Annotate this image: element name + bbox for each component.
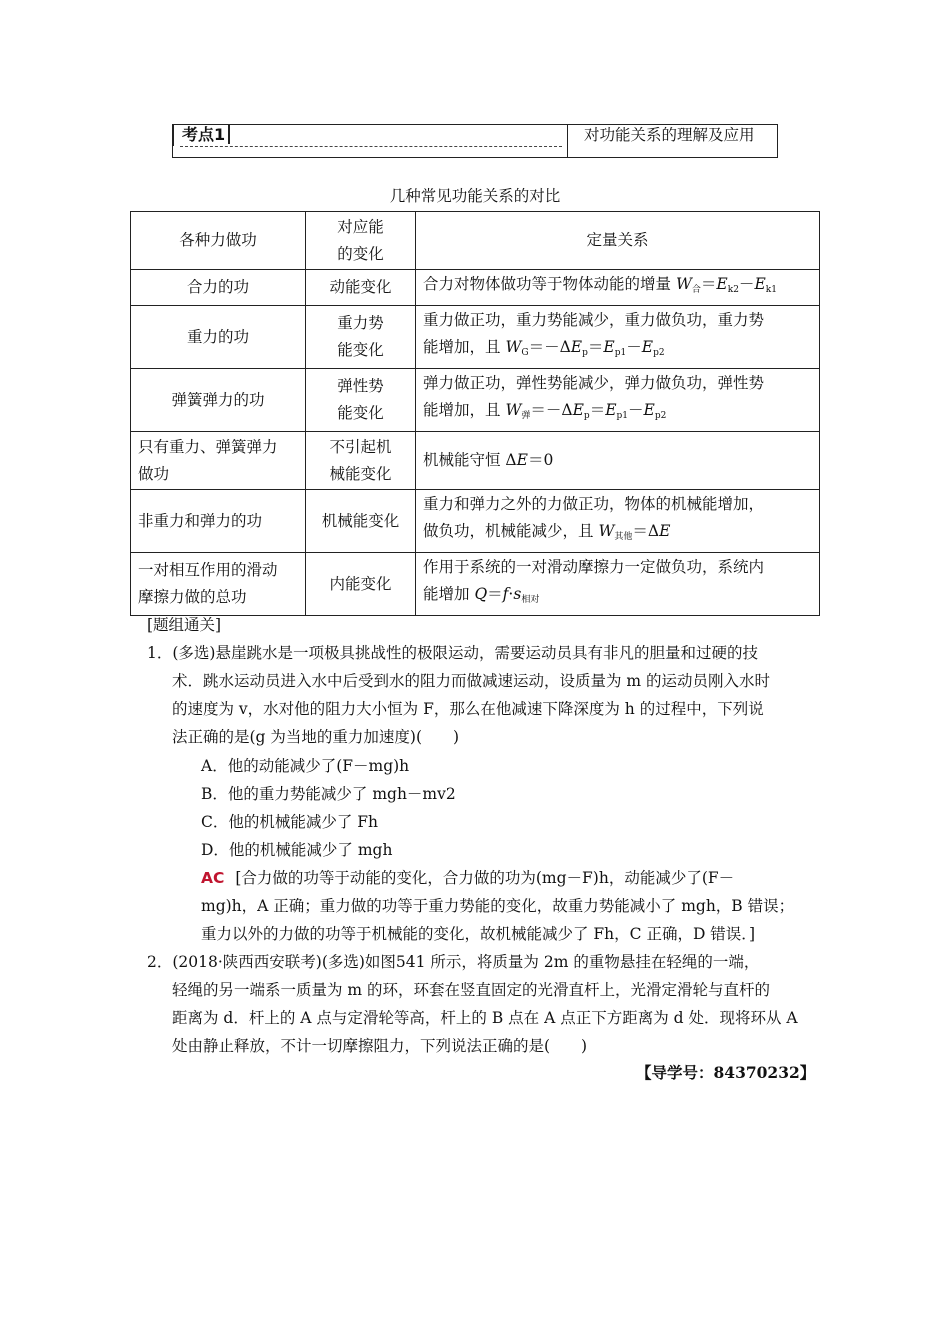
explanation-line: mg)h，A 正确；重力做的功等于重力势能的变化，故重力势能减小了 mgh，B 错误；: [201, 897, 795, 915]
table-row: [131, 369, 820, 432]
row-relation-line: 重力和弹力之外的力做正功，物体的机械能增加，: [423, 495, 765, 513]
option-a: A．他的动能减少了(F－mg)h: [201, 757, 410, 775]
question-line: 2．(2018·陕西西安联考)(多选)如图541 所示，将质量为 2m 的重物悬挂在轻绳的一端，: [147, 953, 760, 971]
row-relation: [416, 553, 820, 616]
table-row: [131, 553, 820, 616]
row-energy: [306, 432, 416, 490]
kaodian-label: 考点1: [172, 124, 230, 146]
table-row: [131, 490, 820, 553]
row-force: 合力的功: [131, 270, 306, 306]
row-energy-line: 能变化: [337, 341, 384, 359]
row-force-line: 一对相互作用的滑动: [138, 561, 278, 579]
row-relation-line: 重力做正功，重力势能减少，重力做负功，重力势: [423, 311, 765, 329]
row-relation: [416, 490, 820, 553]
question-line: 轻绳的另一端系一质量为 m 的环，环套在竖直固定的光滑直杆上，光滑定滑轮与直杆的: [172, 981, 771, 999]
explanation-line: [合力做的功等于动能的变化，合力做的功为(mg－F)h，动能减少了(F－: [235, 869, 735, 887]
row-force: [131, 553, 306, 616]
question-line: 法正确的是(g 为当地的重力加速度)( ): [172, 728, 460, 746]
row-relation: [416, 369, 820, 432]
row-energy: 动能变化: [306, 270, 416, 306]
row-force: 非重力和弹力的功: [131, 490, 306, 553]
table-header-row: [131, 212, 820, 270]
header-energy-line2: 的变化: [337, 244, 384, 263]
row-energy-line: 重力势: [337, 314, 384, 332]
table-row: [131, 432, 820, 490]
question-line: 的速度为 v，水对他的阻力大小恒为 F，那么在他减速下降深度为 h 的过程中，下列说: [172, 700, 764, 718]
answer-line: [201, 866, 734, 888]
option-c: C．他的机械能减少了 Fh: [201, 813, 379, 831]
table-row: [131, 306, 820, 369]
work-energy-table: [130, 211, 820, 616]
header-relation: 定量关系: [416, 212, 820, 270]
row-energy-line: 不引起机: [329, 437, 392, 456]
header-energy: [306, 212, 416, 270]
row-relation-line: 作用于系统的一对滑动摩擦力一定做负功，系统内: [423, 558, 765, 576]
row-relation-line: 弹力做正功，弹性势能减少，弹力做负功，弹性势: [423, 374, 765, 392]
row-energy-line: 械能变化: [329, 464, 392, 483]
question-line: 术．跳水运动员进入水中后受到水的阻力而做减速运动，设质量为 m 的运动员刚入水时: [172, 672, 771, 690]
kaodian-topic: 对功能关系的理解及应用: [567, 124, 778, 158]
row-relation: 合力对物体做功等于物体动能的增量 $W_合=E_{k2}-E_{k1}$: [416, 270, 820, 306]
row-relation: 机械能守恒 ΔE＝0: [416, 432, 820, 490]
header-energy-line1: 对应能: [337, 217, 384, 236]
explanation-line: 重力以外的力做的功等于机械能的变化，故机械能减少了 Fh，C 正确，D 错误．]: [201, 925, 756, 943]
kaodian-divider: [180, 146, 562, 147]
row-energy: 机械能变化: [306, 490, 416, 553]
question-line: 处由静止释放，不计一切摩擦阻力，下列说法正确的是( ): [172, 1037, 588, 1055]
row-force-line: 只有重力、弹簧弹力: [138, 437, 278, 456]
option-d: D．他的机械能减少了 mgh: [201, 841, 393, 859]
row-energy: 内能变化: [306, 553, 416, 616]
row-energy-line: 能变化: [337, 404, 384, 422]
row-energy: [306, 369, 416, 432]
question-line: 距离为 d．杆上的 A 点与定滑轮等高，杆上的 B 点在 A 点正下方距离为 d 处．现将环从 A: [172, 1009, 798, 1027]
row-energy-line: 弹性势: [337, 377, 384, 395]
option-b: B．他的重力势能减少了 mgh－mv2: [201, 785, 456, 803]
row-force-line: 摩擦力做的总功: [138, 588, 247, 606]
row-force: 弹簧弹力的功: [131, 369, 306, 432]
row-relation-line: 做负功，机械能减少，且 $W_{其他}=\Delta E$: [423, 522, 671, 542]
row-force-line: 做功: [138, 464, 170, 483]
table-title: 几种常见功能关系的对比: [389, 187, 561, 205]
row-relation-line: 能增加，且 $W_G=-\Delta E_p=E_{p1}-E_{p2}$: [423, 338, 665, 358]
header-force: 各种力做功: [131, 212, 306, 270]
row-force: 重力的功: [131, 306, 306, 369]
row-energy: [306, 306, 416, 369]
answer-key: AC: [201, 869, 225, 887]
row-relation-line: 能增加 $Q=f\cdot s_{相对}$: [423, 585, 540, 605]
row-force: [131, 432, 306, 490]
question-line: 1．(多选)悬崖跳水是一项极具挑战性的极限运动，需要运动员具有非凡的胆量和过硬的技: [147, 644, 758, 662]
row-relation-line: 能增加，且 $W_弹=-\Delta E_p=E_{p1}-E_{p2}$: [423, 401, 667, 421]
section-label: [题组通关]: [147, 616, 222, 634]
table-row: [131, 270, 820, 306]
row-relation: [416, 306, 820, 369]
guide-number: 【导学号：84370232】: [636, 1063, 816, 1082]
